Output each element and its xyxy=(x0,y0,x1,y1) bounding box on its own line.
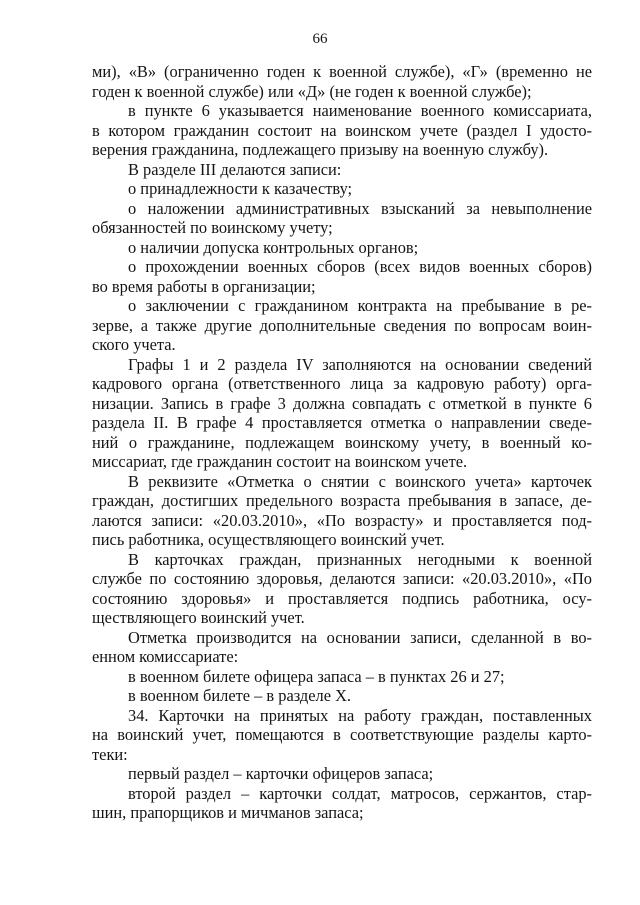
text-line: первый раздел – карточки офицеров запаса; xyxy=(128,764,434,783)
text-line: в котором гражданин состоит на воинском учете (раздел I удосто- xyxy=(92,120,592,140)
text-line: шин, прапорщиков и мичманов запаса; xyxy=(92,803,364,822)
text-line: о заключении с гражданином контракта на пребывание в ре- xyxy=(128,296,592,315)
text-line: раздела II. В графе 4 проставляется отметка о направлении сведе- xyxy=(92,413,592,432)
text-line: в военном билете – в разделе X. xyxy=(128,686,352,705)
text-line: В карточках граждан, признанных негодными к военной xyxy=(128,549,592,569)
text-line: Графы 1 и 2 раздела IV заполняются на основании сведений xyxy=(128,354,592,374)
text-line: миссариат, где гражданин состоит на воинском учете. xyxy=(92,452,468,471)
text-line: лаются записи: «20.03.2010», «По возрасту» и проставляется под- xyxy=(92,510,592,530)
text-line: теки: xyxy=(92,744,128,764)
text-line: ского учета. xyxy=(92,335,176,354)
text-line: службе по состоянию здоровья, делаются записи: «20.03.2010», «По xyxy=(92,569,592,588)
text-line: о наложении административных взысканий за невыполнение xyxy=(128,198,592,218)
text-line: годен к военной службе) или «Д» (не годен к военной службе); xyxy=(92,81,532,101)
text-line: верения гражданина, подлежащего призыву на военную службу). xyxy=(92,140,549,159)
text-line: зерве, а также другие дополнительные сведения по вопросам воин- xyxy=(92,315,592,335)
text-line: Отметка производится на основании записи, сделанной в во- xyxy=(128,627,592,647)
text-line: пись работника, осуществляющего воинский учет. xyxy=(92,530,445,549)
text-line: в военном билете офицера запаса – в пунктах 26 и 27; xyxy=(128,666,505,686)
text-line: енном комиссариате: xyxy=(92,647,239,666)
text-line: граждан, достигших предельного возраста пребывания в запасе, де- xyxy=(92,491,592,510)
text-line: кадрового органа (ответственного лица за кадровую работу) орга- xyxy=(92,374,592,393)
page-number: 66 xyxy=(312,31,328,47)
text-line: о принадлежности к казачеству; xyxy=(128,179,353,198)
text-line: обязанностей по воинскому учету; xyxy=(92,218,333,237)
text-line: о наличии допуска контрольных органов; xyxy=(128,237,419,257)
text-line: на воинский учет, помещаются в соответствующие разделы карто- xyxy=(92,725,592,744)
text-line: о прохождении военных сборов (всех видов военных сборов) xyxy=(128,257,592,276)
text-line: ществляющего воинский учет. xyxy=(92,608,305,627)
text-line: в пункте 6 указывается наименование военного комиссариата, xyxy=(128,101,592,120)
text-line: состоянию здоровья» и проставляется подпись работника, осу- xyxy=(92,588,592,608)
text-line: второй раздел – карточки солдат, матросов, сержантов, стар- xyxy=(128,783,592,803)
body-text xyxy=(92,62,592,823)
text-line: В реквизите «Отметка о снятии с воинского учета» карточек xyxy=(128,471,592,491)
text-line: В разделе III делаются записи: xyxy=(128,159,342,179)
text-line: 34. Карточки на принятых на работу граждан, поставленных xyxy=(128,705,592,725)
text-line: ми), «В» (ограниченно годен к военной службе), «Г» (временно не xyxy=(92,62,592,81)
text-line: низации. Запись в графе 3 должна совпадать с отметкой в пункте 6 xyxy=(92,393,592,413)
text-line: во время работы в организации; xyxy=(92,276,316,296)
text-line: ний о гражданине, подлежащем воинскому учету, в военный ко- xyxy=(92,432,592,452)
